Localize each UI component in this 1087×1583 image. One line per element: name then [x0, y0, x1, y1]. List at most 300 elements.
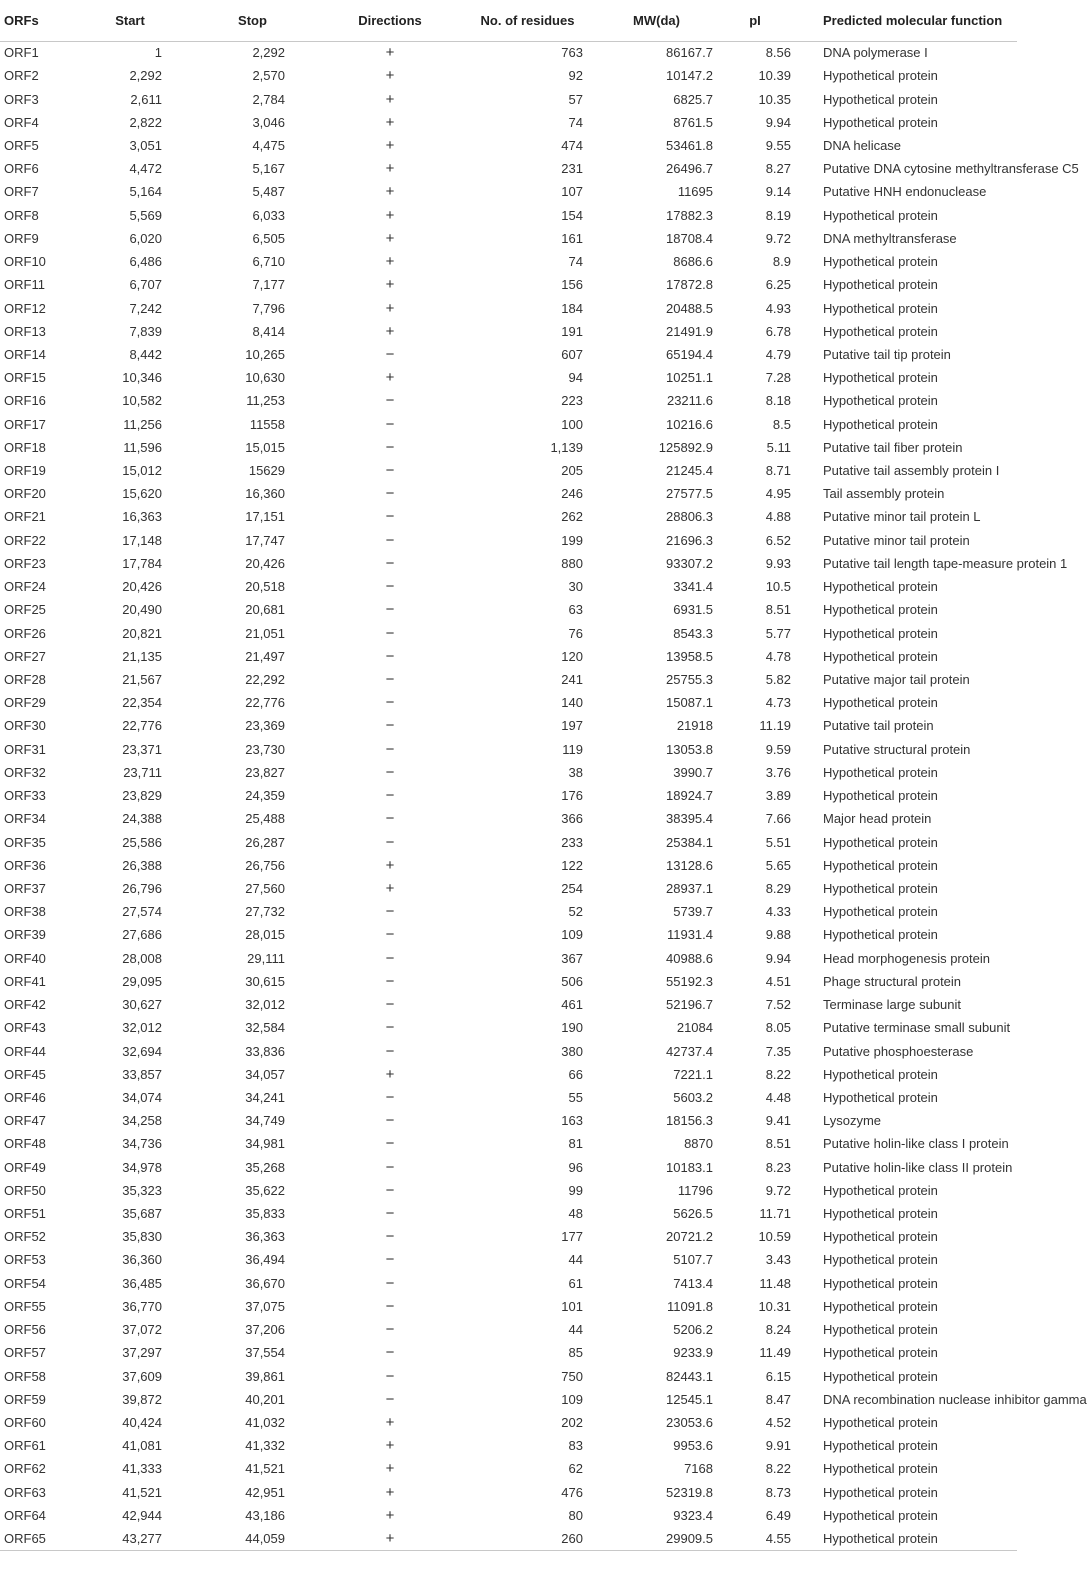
cell-residues: 607: [561, 346, 583, 362]
cell-orf: ORF17: [4, 416, 46, 432]
cell-stop: 41,521: [245, 1461, 285, 1477]
table-row: [0, 41, 1017, 64]
cell-mw: 10183.1: [666, 1159, 713, 1175]
cell-pi: 8.51: [765, 602, 791, 618]
cell-start: 23,371: [122, 741, 162, 757]
cell-pi: 6.25: [765, 277, 791, 293]
table-row: [0, 482, 1017, 505]
cell-direction: −: [385, 972, 395, 990]
cell-direction: −: [385, 1181, 395, 1199]
cell-function: Hypothetical protein: [823, 68, 938, 84]
cell-mw: 52319.8: [666, 1484, 713, 1500]
table-row: [0, 296, 1017, 319]
table-row: [0, 250, 1017, 273]
cell-mw: 8761.5: [673, 114, 713, 130]
cell-orf: ORF56: [4, 1322, 46, 1338]
cell-orf: ORF44: [4, 1043, 46, 1059]
cell-function: Head morphogenesis protein: [823, 950, 990, 966]
table-row: [0, 1341, 1017, 1364]
header-function: Predicted molecular function: [795, 0, 1017, 41]
cell-stop: 26,287: [245, 834, 285, 850]
cell-direction: −: [385, 438, 395, 456]
table-row: [0, 366, 1017, 389]
header-mw: MW(da): [600, 0, 715, 41]
cell-residues: 163: [561, 1113, 583, 1129]
cell-stop: 36,363: [245, 1229, 285, 1245]
cell-orf: ORF55: [4, 1298, 46, 1314]
cell-mw: 93307.2: [666, 555, 713, 571]
table-row: [0, 645, 1017, 668]
cell-mw: 65194.4: [666, 346, 713, 362]
cell-residues: 202: [561, 1415, 583, 1431]
table-row: [0, 691, 1017, 714]
cell-start: 32,694: [122, 1043, 162, 1059]
cell-orf: ORF35: [4, 834, 46, 850]
cell-direction: −: [385, 740, 395, 758]
cell-direction: −: [385, 763, 395, 781]
cell-direction: +: [325, 1527, 455, 1550]
cell-start: 37,609: [122, 1368, 162, 1384]
cell-direction: −: [385, 833, 395, 851]
cell-stop: 42,951: [245, 1484, 285, 1500]
cell-stop: 2,570: [252, 68, 285, 84]
cell-stop: 35,833: [245, 1206, 285, 1222]
cell-function: Hypothetical protein: [823, 1415, 938, 1431]
cell-function: Hypothetical protein: [823, 602, 938, 618]
cell-function: Putative tail fiber protein: [823, 439, 963, 455]
cell-function: Putative minor tail protein L: [823, 509, 981, 525]
cell-residues: 199: [561, 532, 583, 548]
cell-pi: 9.41: [765, 1113, 791, 1129]
cell-stop: 16,360: [245, 486, 285, 502]
cell-residues: 48: [568, 1206, 583, 1222]
cell-orf: ORF24: [4, 579, 46, 595]
cell-mw: 6825.7: [673, 91, 713, 107]
cell-residues: 63: [568, 602, 583, 618]
cell-stop: 43,186: [245, 1507, 285, 1523]
cell-function: Hypothetical protein: [823, 857, 938, 873]
cell-direction: −: [385, 624, 395, 642]
cell-start: 8,442: [129, 346, 162, 362]
cell-direction: −: [385, 578, 395, 596]
cell-residues: 197: [561, 718, 583, 734]
cell-pi: 9.72: [765, 1182, 791, 1198]
cell-pi: 8.47: [765, 1391, 791, 1407]
cell-pi: 10.59: [758, 1229, 791, 1245]
table-row: [0, 1364, 1017, 1387]
cell-start: 34,074: [122, 1089, 162, 1105]
cell-mw: 7221.1: [673, 1066, 713, 1082]
cell-start: 28,008: [122, 950, 162, 966]
cell-orf: ORF62: [4, 1461, 46, 1477]
table-row: [0, 714, 1017, 737]
cell-start: 20,490: [122, 602, 162, 618]
cell-pi: 4.79: [765, 346, 791, 362]
cell-stop: 27,560: [245, 880, 285, 896]
cell-orf: ORF32: [4, 764, 46, 780]
table-row: [0, 1434, 1017, 1457]
cell-pi: 10.35: [758, 91, 791, 107]
table-row: [0, 1156, 1017, 1179]
cell-start: 34,258: [122, 1113, 162, 1129]
cell-function: Hypothetical protein: [823, 277, 938, 293]
cell-start: 42,944: [122, 1507, 162, 1523]
cell-pi: 9.94: [765, 950, 791, 966]
cell-orf: ORF61: [4, 1438, 46, 1454]
table-row: [0, 413, 1017, 436]
cell-direction: +: [385, 299, 395, 317]
cell-mw: 21696.3: [666, 532, 713, 548]
cell-start: 5,164: [129, 184, 162, 200]
cell-mw: 25755.3: [666, 672, 713, 688]
cell-residues: 223: [561, 393, 583, 409]
header-directions: Directions: [325, 0, 455, 41]
cell-direction: +: [385, 1414, 395, 1432]
cell-function: Hypothetical protein: [823, 254, 938, 270]
cell-residues: 241: [561, 672, 583, 688]
table-row: [0, 668, 1017, 691]
table-row: [0, 1318, 1017, 1341]
cell-mw: 8686.6: [673, 254, 713, 270]
cell-direction: −: [385, 903, 395, 921]
cell-start: 3,051: [129, 137, 162, 153]
cell-start: 10,346: [122, 370, 162, 386]
cell-orf: ORF20: [4, 486, 46, 502]
cell-orf: ORF57: [4, 1345, 46, 1361]
cell-start: 27,574: [122, 904, 162, 920]
cell-mw: 21084: [676, 1020, 713, 1036]
cell-start: 37,297: [122, 1345, 162, 1361]
cell-function: Putative DNA cytosine methyltransferase C5: [823, 161, 1079, 177]
cell-stop: 21,051: [245, 625, 285, 641]
cell-orf: ORF22: [4, 532, 46, 548]
cell-stop: 37,554: [245, 1345, 285, 1361]
cell-orf: ORF43: [4, 1020, 46, 1036]
cell-function: Hypothetical protein: [823, 1066, 938, 1082]
table-row: [0, 1039, 1017, 1062]
table-body: [0, 41, 1087, 1550]
cell-pi: 7.52: [765, 997, 791, 1013]
cell-pi: 7.66: [765, 811, 791, 827]
cell-residues: 119: [562, 741, 583, 757]
table-row: [0, 111, 1017, 134]
cell-direction: −: [385, 1019, 395, 1037]
cell-pi: 10.31: [758, 1298, 791, 1314]
cell-pi: 4.73: [765, 695, 791, 711]
table-row: [0, 970, 1017, 993]
cell-pi: 6.78: [765, 323, 791, 339]
cell-residues: 191: [561, 323, 583, 339]
cell-residues: 246: [561, 486, 583, 502]
cell-direction: −: [385, 1228, 395, 1246]
cell-stop: 21,497: [245, 648, 285, 664]
cell-mw: 5626.5: [673, 1206, 713, 1222]
cell-pi: 7.28: [765, 370, 791, 386]
cell-function: Hypothetical protein: [823, 393, 938, 409]
cell-orf: ORF42: [4, 997, 46, 1013]
cell-mw: 9233.9: [673, 1345, 713, 1361]
cell-residues: 1,139: [550, 439, 583, 455]
cell-residues: 94: [568, 370, 583, 386]
cell-pi: 8.51: [765, 1136, 791, 1152]
header-residues: No. of residues: [455, 0, 600, 41]
cell-residues: 506: [561, 973, 583, 989]
cell-pi: 9.91: [765, 1438, 791, 1454]
cell-start: 36,485: [122, 1275, 162, 1291]
cell-orf: ORF21: [4, 509, 46, 525]
cell-start: 11,596: [123, 439, 162, 455]
cell-residues: 44: [568, 1322, 583, 1338]
cell-function: Hypothetical protein: [823, 1438, 938, 1454]
cell-residues: 61: [568, 1275, 583, 1291]
table-row: [0, 87, 1017, 110]
cell-orf: ORF39: [4, 927, 46, 943]
cell-stop: 23,730: [245, 741, 285, 757]
cell-stop: 8,414: [252, 323, 285, 339]
table-row: [0, 389, 1017, 412]
cell-pi: 5.77: [765, 625, 791, 641]
table-row: [0, 64, 1017, 87]
cell-function: Hypothetical protein: [823, 904, 938, 920]
cell-stop: 2,292: [252, 45, 285, 61]
cell-stop: 22,776: [245, 695, 285, 711]
cell-residues: 76: [568, 625, 583, 641]
cell-residues: 92: [568, 68, 583, 84]
table-row: [0, 923, 1017, 946]
cell-stop: 17,747: [245, 532, 285, 548]
cell-orf: ORF51: [4, 1206, 46, 1222]
cell-stop: 34,981: [245, 1136, 285, 1152]
cell-direction: +: [385, 1460, 395, 1478]
cell-orf: ORF23: [4, 555, 46, 571]
cell-residues: 109: [561, 927, 583, 943]
cell-start: 21,135: [122, 648, 162, 664]
table-row: [0, 993, 1017, 1016]
cell-mw: 17882.3: [666, 207, 713, 223]
cell-start: 27,686: [122, 927, 162, 943]
cell-function: Hypothetical protein: [823, 1507, 938, 1523]
cell-direction: −: [385, 508, 395, 526]
cell-pi: 9.55: [765, 137, 791, 153]
cell-start: 33,857: [122, 1066, 162, 1082]
cell-direction: +: [385, 44, 395, 62]
table-row: [0, 227, 1017, 250]
cell-direction: −: [385, 1112, 395, 1130]
table-row: [0, 1295, 1017, 1318]
cell-mw: 9953.6: [673, 1438, 713, 1454]
cell-mw: 12545.1: [666, 1391, 713, 1407]
cell-pi: 11.48: [759, 1275, 791, 1291]
cell-residues: 100: [561, 416, 583, 432]
cell-mw: 5603.2: [673, 1089, 713, 1105]
cell-start: 7,242: [129, 300, 162, 316]
cell-function: Hypothetical protein: [823, 1484, 938, 1500]
cell-start: 20,821: [122, 625, 162, 641]
cell-pi: 4.88: [765, 509, 791, 525]
cell-start: 41,521: [122, 1484, 162, 1500]
cell-mw: 8870: [684, 1136, 713, 1152]
cell-mw: 13053.8: [666, 741, 713, 757]
table-row: [0, 180, 1017, 203]
cell-orf: ORF6: [4, 161, 39, 177]
cell-stop: 15,015: [245, 439, 285, 455]
cell-mw: 42737.4: [666, 1043, 713, 1059]
cell-residues: 461: [561, 997, 583, 1013]
cell-residues: 96: [568, 1159, 583, 1175]
cell-stop: 44,059: [180, 1527, 325, 1550]
cell-function: Hypothetical protein: [823, 323, 938, 339]
cell-start: 11,256: [123, 416, 162, 432]
cell-stop: 6,505: [252, 230, 285, 246]
cell-mw: 7168: [684, 1461, 713, 1477]
cell-direction: +: [385, 206, 395, 224]
cell-function: Hypothetical protein: [823, 1206, 938, 1222]
cell-residues: 380: [561, 1043, 583, 1059]
cell-orf: ORF12: [4, 300, 46, 316]
cell-function: Hypothetical protein: [823, 1322, 938, 1338]
cell-orf: ORF48: [4, 1136, 46, 1152]
cell-stop: 35,622: [245, 1182, 285, 1198]
cell-start: 2,611: [130, 91, 162, 107]
cell-direction: +: [385, 1483, 395, 1501]
cell-mw: 25384.1: [666, 834, 713, 850]
cell-mw: 18924.7: [666, 788, 713, 804]
cell-orf: ORF13: [4, 323, 46, 339]
table-row: [0, 343, 1017, 366]
cell-start: 40,424: [122, 1415, 162, 1431]
cell-pi: 5.65: [765, 857, 791, 873]
cell-start: 16,363: [122, 509, 162, 525]
cell-mw: 6931.5: [673, 602, 713, 618]
cell-residues: 763: [561, 45, 583, 61]
cell-pi: 11.71: [759, 1206, 791, 1222]
cell-orf: ORF65: [0, 1527, 80, 1550]
cell-mw: 10147.2: [666, 68, 713, 84]
cell-residues: 57: [568, 91, 583, 107]
cell-function: Hypothetical protein: [823, 1229, 938, 1245]
table-row: [0, 1063, 1017, 1086]
table-row: [0, 807, 1017, 830]
table-row: [0, 134, 1017, 157]
cell-mw: 20721.2: [666, 1229, 713, 1245]
cell-start: 37,072: [122, 1322, 162, 1338]
cell-orf: ORF59: [4, 1391, 46, 1407]
cell-function: Hypothetical protein: [795, 1527, 1017, 1550]
cell-direction: −: [385, 462, 395, 480]
cell-function: Hypothetical protein: [823, 834, 938, 850]
table-row: [0, 1086, 1017, 1109]
cell-mw: 11695: [677, 184, 713, 200]
cell-residues: 233: [561, 834, 583, 850]
cell-pi: 3.76: [765, 764, 791, 780]
cell-function: Hypothetical protein: [823, 927, 938, 943]
cell-function: Hypothetical protein: [823, 1298, 938, 1314]
table-row: [0, 900, 1017, 923]
table-row: [0, 1132, 1017, 1155]
cell-orf: ORF29: [4, 695, 46, 711]
cell-pi: 9.93: [765, 555, 791, 571]
cell-orf: ORF28: [4, 672, 46, 688]
cell-residues: 476: [561, 1484, 583, 1500]
cell-residues: 367: [561, 950, 583, 966]
cell-direction: −: [385, 671, 395, 689]
cell-start: 43,277: [80, 1527, 180, 1550]
cell-function: Hypothetical protein: [823, 1345, 938, 1361]
cell-residues: 81: [568, 1136, 583, 1152]
cell-mw: 7413.4: [673, 1275, 713, 1291]
table-row: [0, 1457, 1017, 1480]
table-row: [0, 204, 1017, 227]
cell-pi: 11.49: [759, 1345, 791, 1361]
cell-mw: 82443.1: [666, 1368, 713, 1384]
cell-residues: 254: [561, 880, 583, 896]
cell-orf: ORF37: [4, 880, 46, 896]
cell-stop: 17,151: [245, 509, 285, 525]
cell-direction: −: [385, 601, 395, 619]
cell-mw: 21491.9: [666, 323, 713, 339]
cell-stop: 36,670: [245, 1275, 285, 1291]
cell-direction: +: [385, 90, 395, 108]
cell-orf: ORF4: [4, 114, 39, 130]
cell-start: 5,569: [129, 207, 162, 223]
cell-direction: −: [385, 1297, 395, 1315]
cell-start: 24,388: [122, 811, 162, 827]
cell-direction: +: [385, 1506, 395, 1524]
cell-pi: 8.22: [765, 1461, 791, 1477]
cell-start: 20,426: [122, 579, 162, 595]
cell-start: 35,830: [122, 1229, 162, 1245]
cell-function: Hypothetical protein: [823, 1089, 938, 1105]
cell-start: 35,687: [122, 1206, 162, 1222]
cell-residues: 750: [561, 1368, 583, 1384]
cell-pi: 8.27: [765, 161, 791, 177]
table-row: [0, 738, 1017, 761]
cell-mw: 13128.6: [666, 857, 713, 873]
cell-function: Hypothetical protein: [823, 91, 938, 107]
cell-function: Putative minor tail protein: [823, 532, 970, 548]
cell-stop: 35,268: [245, 1159, 285, 1175]
cell-direction: +: [385, 322, 395, 340]
cell-function: Hypothetical protein: [823, 114, 938, 130]
cell-start: 21,567: [122, 672, 162, 688]
cell-mw: 3990.7: [673, 764, 713, 780]
cell-function: DNA helicase: [823, 137, 902, 153]
cell-start: 36,770: [122, 1298, 162, 1314]
cell-direction: −: [385, 1158, 395, 1176]
cell-stop: 39,861: [245, 1368, 285, 1384]
cell-residues: 122: [561, 857, 583, 873]
cell-pi: 4.51: [765, 973, 791, 989]
cell-pi: 8.19: [765, 207, 791, 223]
cell-pi: 8.71: [765, 463, 791, 479]
table-row: [0, 1388, 1017, 1411]
table-row: [0, 459, 1017, 482]
cell-mw: 52196.7: [666, 997, 713, 1013]
cell-mw: 28806.3: [666, 509, 713, 525]
cell-stop: 20,426: [245, 555, 285, 571]
cell-function: Lysozyme: [823, 1113, 882, 1129]
cell-residues: 85: [568, 1345, 583, 1361]
cell-stop: 10,630: [245, 370, 285, 386]
cell-pi: 7.35: [765, 1043, 791, 1059]
cell-start: 26,388: [122, 857, 162, 873]
cell-function: Putative tail assembly protein I: [823, 463, 1000, 479]
cell-direction: −: [385, 996, 395, 1014]
cell-residues: 120: [561, 648, 583, 664]
cell-mw: 29909.5: [600, 1527, 715, 1550]
cell-orf: ORF52: [4, 1229, 46, 1245]
cell-stop: 11558: [249, 416, 285, 432]
